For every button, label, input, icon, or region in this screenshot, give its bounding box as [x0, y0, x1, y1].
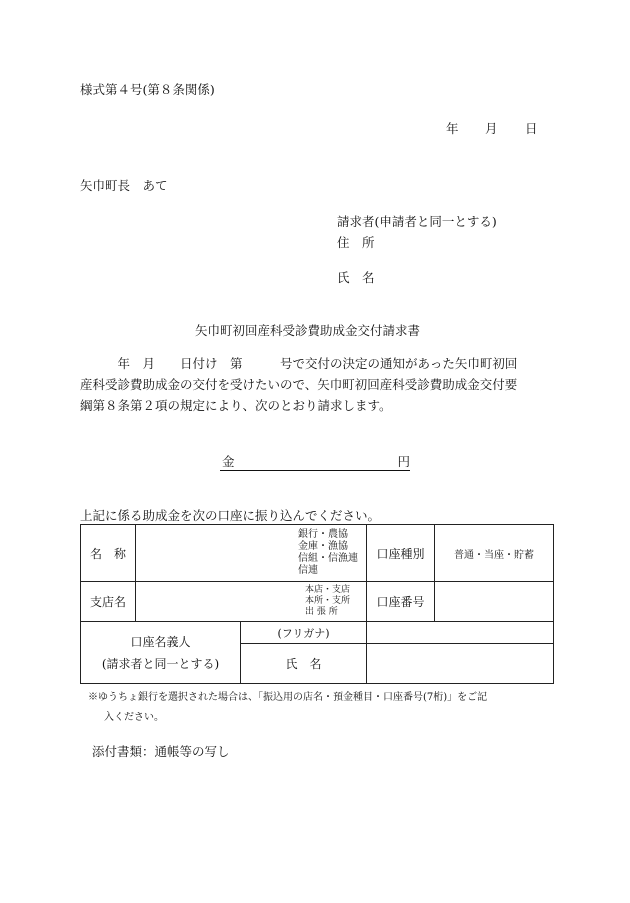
note-line-2: 入ください。 [104, 712, 164, 723]
branch-option-1: 本店・支店 [304, 585, 350, 595]
bank-name-cell[interactable] [136, 525, 367, 582]
amount-field [220, 452, 410, 471]
table-row-furigana [81, 622, 554, 644]
holder-label-line-1: 口座名義人 [130, 634, 191, 649]
branch-cell[interactable] [136, 582, 367, 622]
request-paragraph [80, 353, 550, 416]
account-number-label: 口座番号 [367, 582, 435, 622]
account-type-label: 口座種別 [367, 525, 435, 582]
branch-option-2: 本所・支所 [304, 596, 350, 606]
note-line-1: ※ゆうちょ銀行を選択された場合は、「振込用の店名・預金種目・口座番号(7桁)」をご記 [88, 692, 488, 703]
furigana-cell[interactable] [367, 622, 554, 644]
paragraph-line-1: 年 月 日付け 第 号で交付の決定の通知があった矢巾町初回 [80, 356, 518, 371]
paragraph-line-3: 綱第８条第２項の規定により、次のとおり請求します。 [80, 398, 392, 413]
address-label: 住 所 [337, 235, 375, 250]
account-holder-label [81, 622, 241, 684]
addressee: 矢巾町長 あて [80, 178, 168, 193]
bank-option-1: 銀行・農協 [298, 529, 348, 540]
account-intro: 上記に係る助成金を次の口座に振り込んでください。 [80, 508, 381, 523]
amount-suffix: 円 [397, 454, 410, 469]
document-title: 矢巾町初回産科受診費助成金交付請求書 [195, 323, 421, 338]
account-type-options[interactable]: 普通・当座・貯蓄 [435, 525, 554, 582]
paragraph-line-2: 産科受診費助成金の交付を受けたいので、矢巾町初回産科受診費助成金交付要 [80, 377, 518, 392]
bank-option-3: 信組・信漁連 [298, 553, 358, 564]
holder-name-cell[interactable] [367, 644, 554, 684]
branch-option-3: 出 張 所 [304, 607, 338, 617]
name-label: 氏 名 [337, 270, 375, 285]
table-row-bank [81, 525, 554, 582]
table-row-branch [81, 582, 554, 622]
bank-account-table [80, 524, 554, 684]
attachment-note: 添付書類：通帳等の写し [92, 744, 230, 759]
bank-name-label: 名 称 [81, 525, 136, 582]
date-year-label: 年 [446, 121, 459, 136]
date-month-label: 月 [485, 121, 498, 136]
branch-label: 支店名 [81, 582, 136, 622]
amount-prefix: 金 [222, 454, 235, 469]
bank-option-4: 信連 [298, 565, 318, 576]
holder-label-line-2: (請求者と同一とする) [101, 656, 220, 671]
holder-name-label: 氏 名 [241, 644, 367, 684]
date-day-label: 日 [525, 121, 538, 136]
furigana-label: (フリガナ) [241, 622, 367, 644]
account-number-cell[interactable] [435, 582, 554, 622]
form-number: 様式第４号(第８条関係) [80, 82, 215, 97]
applicant-role: 請求者(申請者と同一とする) [337, 214, 497, 229]
bank-option-2: 金庫・漁協 [298, 541, 348, 552]
